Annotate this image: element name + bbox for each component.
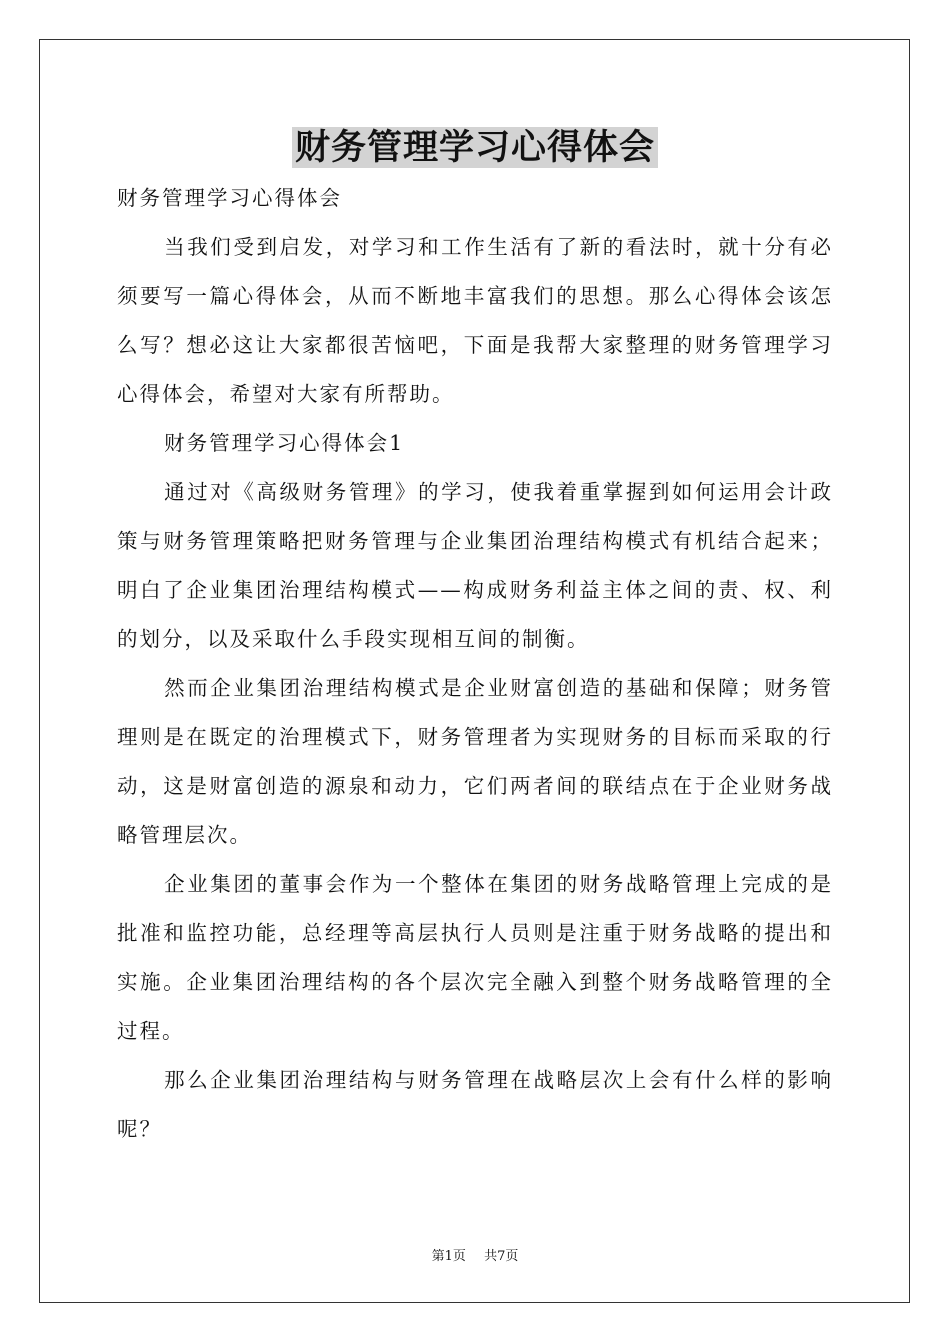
paragraph: 通过对《高级财务管理》的学习，使我着重掌握到如何运用会计政策与财务管理策略把财务管理与企业集团治理结构模式有机结合起来；明白了企业集团治理结构模式——构成财务利益主体之间的责、权、利的划分，以及采取什么手段实现相互间的制衡。 (117, 480, 833, 651)
document-title (0, 122, 950, 174)
document-subtitle: 财务管理学习心得体会 (117, 186, 342, 210)
document-title-text: 财务管理学习心得体会 (292, 127, 658, 168)
paragraph: 那么企业集团治理结构与财务管理在战略层次上会有什么样的影响呢？ (117, 1068, 833, 1141)
paragraph: 然而企业集团治理结构模式是企业财富创造的基础和保障；财务管理则是在既定的治理模式下，财务管理者为实现财务的目标而采取的行动，这是财富创造的源泉和动力，它们两者间的联结点在于企业财务战略管理层次。 (117, 676, 833, 847)
section-heading: 财务管理学习心得体会1 (164, 431, 405, 455)
page-number: 第1页 (431, 1249, 466, 1264)
paragraph: 企业集团的董事会作为一个整体在集团的财务战略管理上完成的是批准和监控功能，总经理等高层执行人员则是注重于财务战略的提出和实施。企业集团治理结构的各个层次完全融入到整个财务战略管理的全过程。 (117, 872, 833, 1043)
paragraph-intro: 当我们受到启发，对学习和工作生活有了新的看法时，就十分有必须要写一篇心得体会，从而不断地丰富我们的思想。那么心得体会该怎么写？想必这让大家都很苦恼吧，下面是我帮大家整理的财务管理学习心得体会，希望对大家有所帮助。 (117, 235, 833, 406)
document-body (117, 174, 833, 1154)
page-footer (0, 1248, 950, 1266)
page-total: 共7页 (484, 1249, 519, 1264)
